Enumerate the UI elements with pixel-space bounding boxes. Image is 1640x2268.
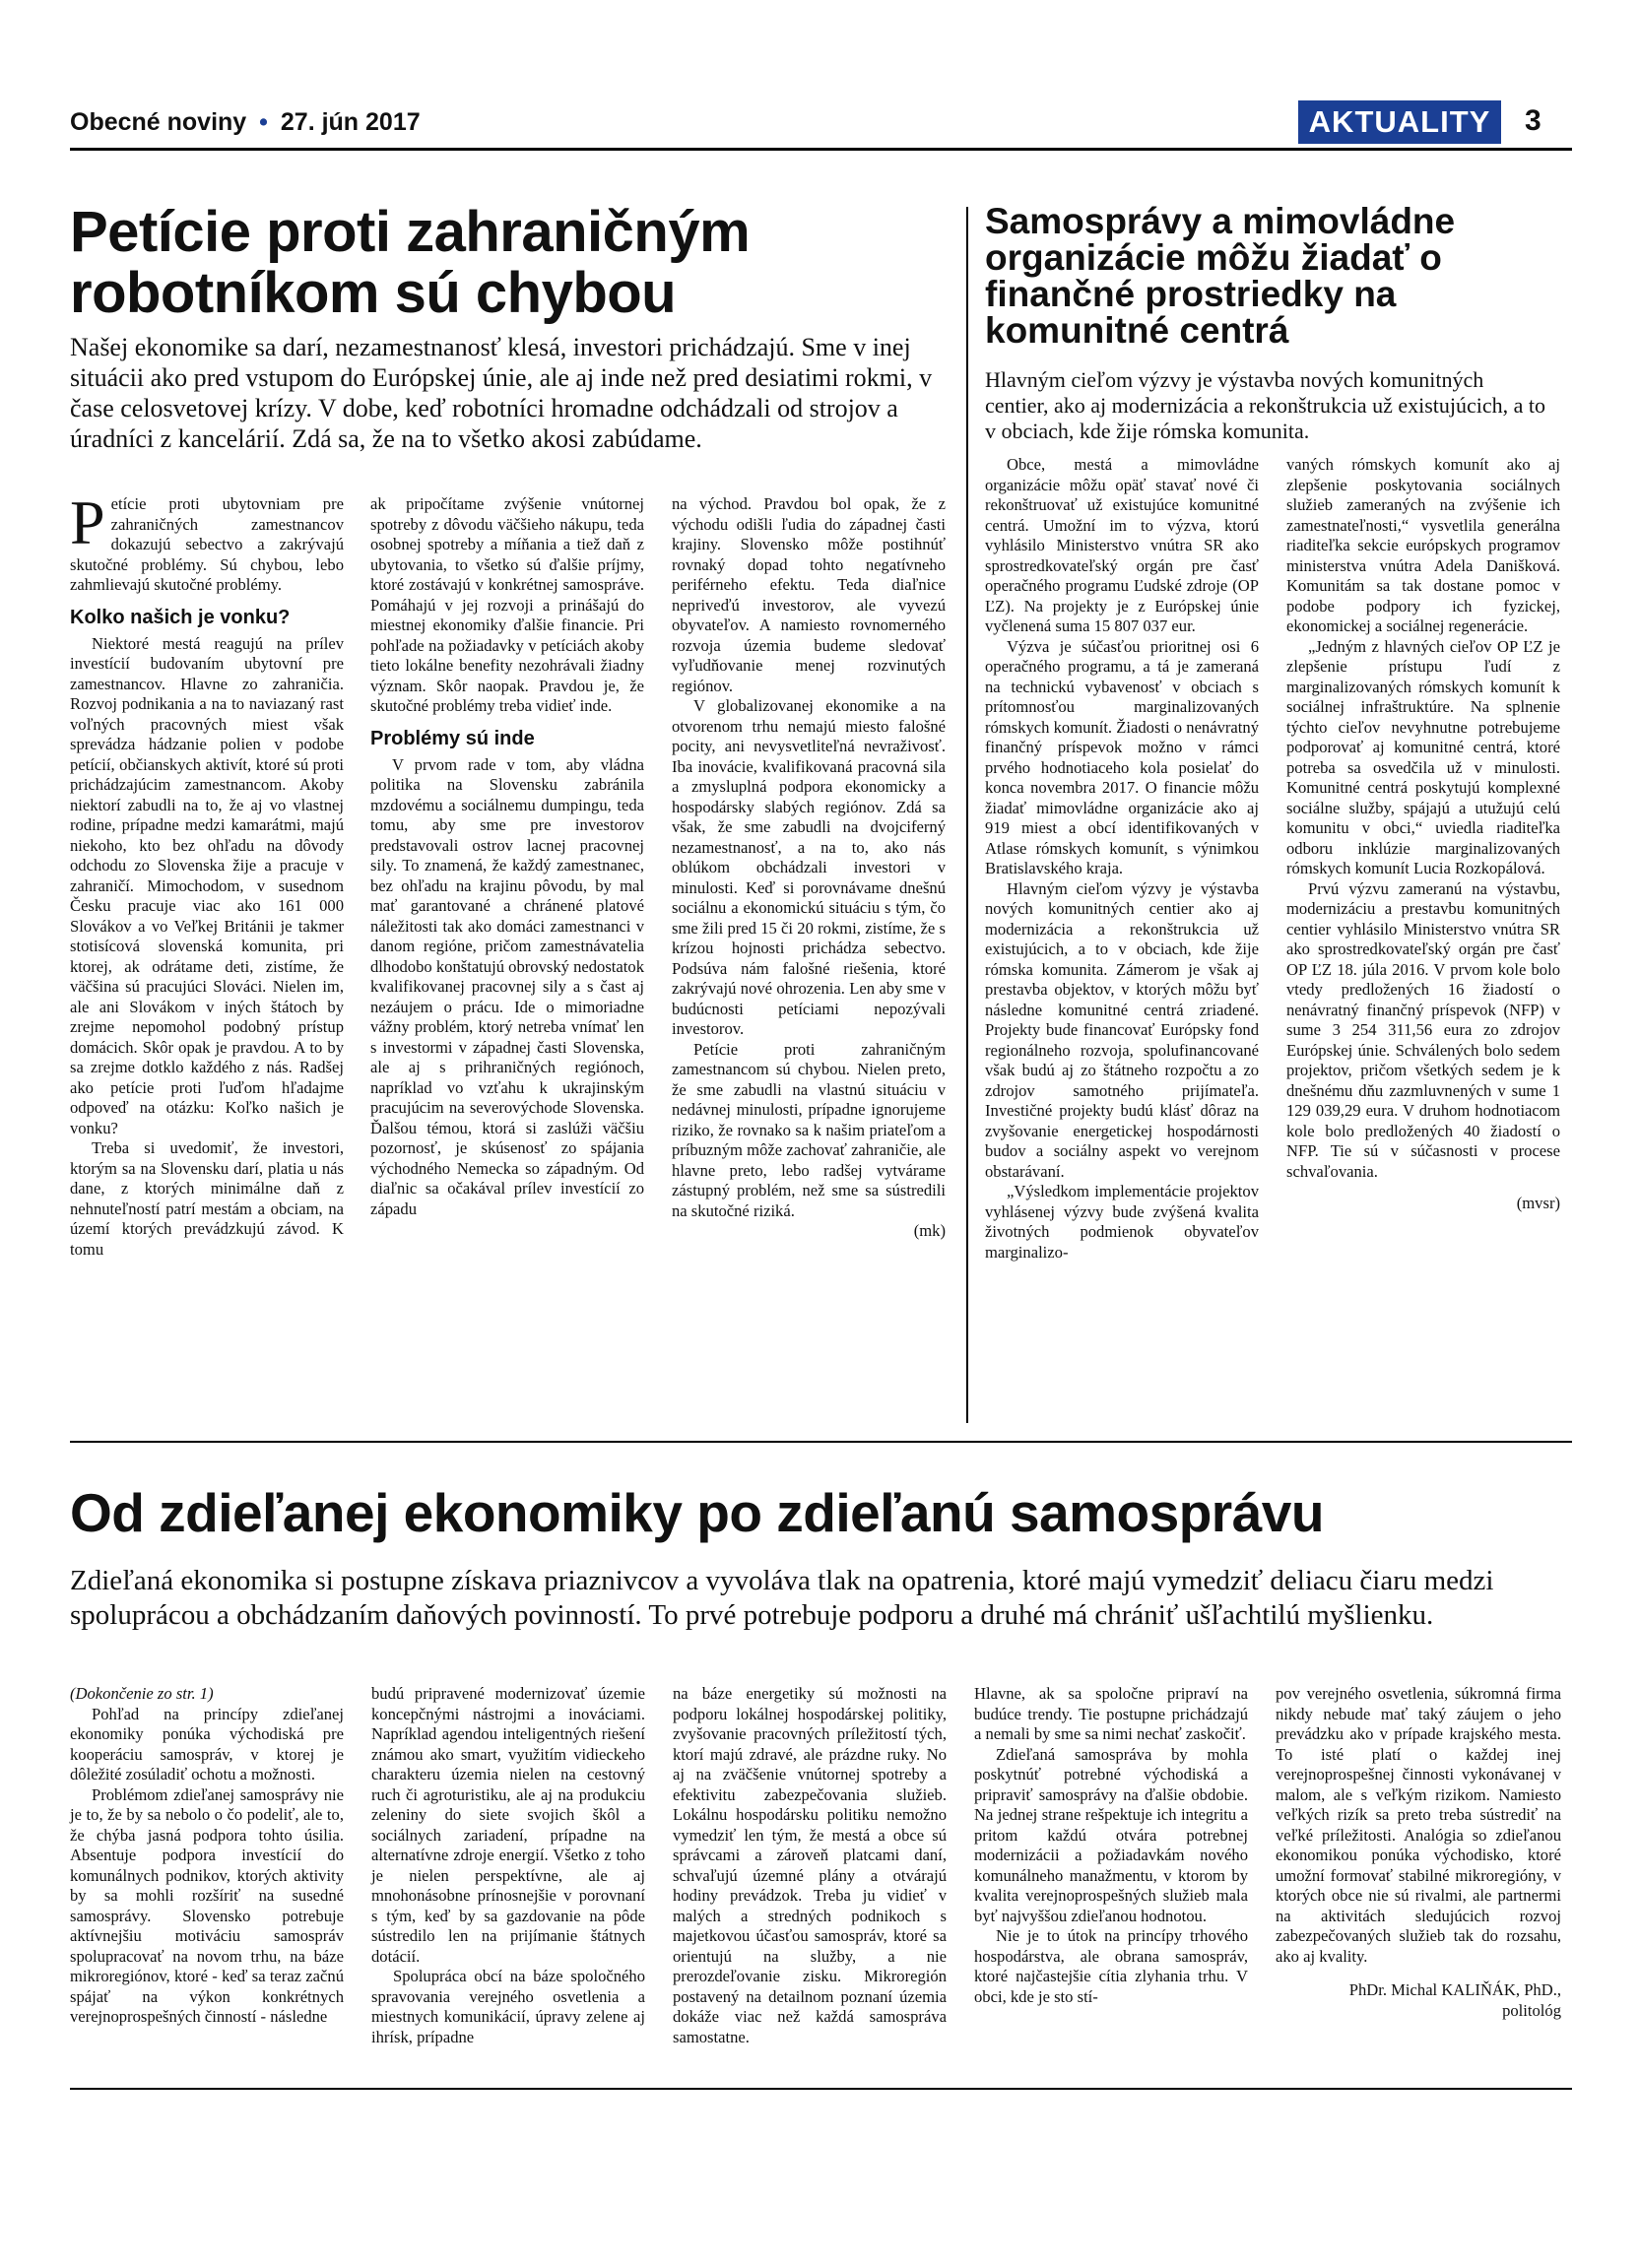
footer-rule [70, 2088, 1572, 2090]
article3-col2: budú pripravené modernizovať územie koncepčnými nástrojmi a inováciami. Napríklad agendou inteligentných riešení známou ako smart, využitím vidieckeho charakteru územia nielen na cestovný ruch či agroturistiku, ale aj na produkciu zeleniny do siete svojich škôl a sociálnych zariadení, prípadne na alternatívne zdroje energií. Všetko z toho je nielen perspektívne, ale aj mnohonásobne prínosnejšie v porovnaní s tým, keď by sa gazdovanie na pôde sústredilo len na prijímanie štátnych dotácií. Spolupráca obcí na báze spoločného spravovania verejného osvetlenia a miestnych komunikácií, úpravy zelene aj ihrísk, prípadne [371, 1684, 645, 2046]
author-name: PhDr. Michal KALIŇÁK, PhD., [1348, 1980, 1561, 1999]
header-rule [70, 148, 1572, 151]
article1-title: Petície proti zahraničným robotníkom sú chybou [70, 200, 751, 325]
article2-title: Samosprávy a mimovládne organizácie môžu žiadať o finančné prostriedky na komunitné centrá [985, 201, 1456, 351]
author-role: politológ [1502, 2000, 1561, 2020]
page-number: 3 [1525, 104, 1542, 137]
article2-col1: Obce, mestá a mimovládne organizácie môžu opäť stavať nové či rekonštruovať už existujúce komunitné centrá. Umožní im to výzva, ktorú vyhlásilo Ministerstvo vnútra SR ako sprostredkovateľský orgán pre časť operačného programu Ľudské zdroje (OP ĽZ). Na projekty je z Európskej únie vyčlenená suma 15 807 037 eur. Výzva je súčasťou prioritnej osi 6 operačného programu, a tá je zameraná na technickú vybavenosť v obciach s prítomnosťou marginalizovaných rómskych komunít. Žiadosti o nenávratný finančný príspevok možno v rámci prvého hodnotiaceho kola posielať do konca novembra 2017. O financie môžu žiadať mimovládne organizácie ako aj 919 miest a obcí identifikovaných v Atlase rómskych komunít, s výnimkou Bratislavského kraja. Hlavným cieľom výzvy je výstavba nových komunitných centier ako aj modernizácia a rekonštrukcia už existujúcich, a to v obciach, kde žije rómska komunita. Zámerom je však aj prestavba objektov, v ktorých môžu byť následne komunitné centrá zriadené. Projekty bude financovať Európsky fond regionálneho rozvoja, spolufinancované však budú aj zo štátneho rozpočtu a zo zdrojov samotného prijímateľa. Investičné projekty budú klásť dôraz na zvyšovanie energetickej hospodárnosti budov a sociálny aspekt vo verejnom obstarávaní. „Výsledkom implementácie projektov vyhlásenej výzvy bude zvýšená kvalita životných podmienok obyvateľov marginalizo- [985, 455, 1259, 1262]
article1-col3: na východ. Pravdou bol opak, že z východu odišli ľudia do západnej časti krajiny. Slovensko môže postihnúť rovnaký dopad tohto negatívneho periférneho efektu. Teda diaľnice nepriveďú investorov, ale vyvezú obyvateľov. A namiesto rovnomerného rozvoja územia budeme sledovať vyľudňovanie menej rozvinutých regiónov. V globalizovanej ekonomike a na otvorenom trhu nemajú miesto falošné pocity, ani nevysvetliteľná nevraživosť. Iba inovácie, kvalifikovaná pracovná sila a zmysluplná podpora ekonomicky a hospodársky slabých regiónov. Zdá sa však, že sme zabudli na dvojciferný nezamestnanosť, a na to, ako nás oblúkom obchádzali investori v minulosti. Keď si porovnávame dnešnú sociálnu a ekonomickú situáciu s tým, čo sme žili pred 15 či 20 rokmi, zistíme, že s krízou hojnosti prichádza sebectvo. Podsúva nám falošné riešenia, ktoré zakrývajú nové ohrozenia. Len aby sme v budúcnosti petíciami nepozývali investorov. Petície proti zahraničným zamestnancom sú chybou. Nielen preto, že sme zabudli na vlastnú situáciu v nedávnej minulosti, prípadne ignorujeme riziko, že rovnako sa k našim priateľom a príbuzným môže zachovať zahraničie, ale hlavne preto, lebo radšej vytvárame zástupný problém, než sme sa sústredili na skutočné riziká. (mk) [672, 494, 946, 1240]
article3-col4: Hlavne, ak sa spoločne pripraví na budúce trendy. Tie postupne prichádzajú a nemali by sme sa nimi nechať zaskočiť. Zdieľaná samospráva by mohla poskytnúť potrebné východiská a pripraviť samosprávy na ďalšie obdobie. Na jednej strane rešpektuje ich integritu a pritom každú otvára potrebnej modernizácii a požiadavkám nového komunálneho manažmentu, v ktorom by kvalita verejnoprospešných služieb mala byť najvyššou zdieľanou hodnotou. Nie je to útok na princípy trhového hospodárstva, ale obrana samospráv, ktoré najčastejšie cítia zlyhania trhu. V obci, kde je sto stí- [974, 1684, 1248, 2006]
section-rule [70, 1441, 1572, 1443]
masthead [70, 108, 421, 137]
article2-col2: vaných rómskych komunít ako aj zlepšenie poskytovania sociálnych služieb zameraných na zvýšenie ich zamestnateľnosti,“ vysvetlila generálna riaditeľka sekcie európskych programov ministerstva vnútra Adela Danišková. Komunitám sa tak dostane pomoc v podobe podpory ich fyzickej, ekonomickej a sociálnej regenerácie. „Jedným z hlavných cieľov OP ĽZ je zlepšenie prístupu ľudí z marginalizovaných rómskych komunít k sociálnej infraštruktúre. Na splnenie týchto cieľov nevyhnutne potrebujeme podporovať aj komunitné centrá, ktoré potreba sa osvedčila už v minulosti. Komunitné centrá poskytujú komplexné sociálne služby, spájajú a utužujú celú komunitu v obci,“ uviedla riaditeľka odboru inklúzie marginalizovaných rómskych komunít Lucia Rozkopálová. Prvú výzvu zameranú na výstavbu, modernizáciu a prestavbu komunitných centier vyhlásilo Ministerstvo vnútra SR ako sprostredkovateľský orgán pre časť OP ĽZ 18. júla 2016. V prvom kole bolo vtedy predložených 16 žiadostí o nenávratný finančný príspevok (NFP) v sume 3 254 311,56 eura zo zdrojov Európskej únie. Schválených bolo sedem projektov, pričom všetkých sedem je k dnešnému dňu zazmluvnených v sume 1 129 039,29 eura. V druhom hodnotiacom kole bolo predložených 40 žiadostí o NFP. Tie sú v súčasnosti v procese schvaľovania. (mvsr) [1286, 455, 1560, 1212]
paper-name: Obecné noviny [70, 108, 247, 136]
section-badge: AKTUALITY [1298, 100, 1501, 144]
signature: (mvsr) [1516, 1194, 1560, 1212]
article3-col3: na báze energetiky sú možnosti na podporu lokálnej hospodárskej politiky, zvyšovanie pracovných príležitostí tých, ktorí majú zdravé, ale prázdne ruky. No aj na zväčšenie vnútornej spotreby a efektivitu zabezpečovania služieb. Lokálnu hospodársku politiku nemožno vymedziť len tým, že mestá a obce sú správcami a zároveň platcami daní, schvaľujú územné plány a otvárajú hodiny prevádzok. Treba ju vidieť v malých a stredných podnikoch s majetkovou účasťou samospráv, ktoré sa orientujú na služby, a nie prerozdeľovanie zisku. Mikroregión postavený na detailnom poznaní územia dokáže viac než každá samospráva samostatne. [673, 1684, 947, 2046]
continuation-note: (Dokončenie zo str. 1) [70, 1684, 214, 1703]
article2-lead: Hlavným cieľom výzvy je výstavba nových komunitných centier, ako aj modernizácia a rekonštrukcia už existujúcich, a to v obciach, kde žije rómska komunita. [985, 367, 1546, 443]
article3-col5: pov verejného osvetlenia, súkromná firma nikdy nebude mať taký záujem o jeho prevádzku ako v prípade krajského mesta. To isté platí o každej inej verejnoprospešnej činnosti vykonávanej v malom, ale s veľkým rizikom. Namiesto veľkých rizík sa preto treba sústrediť na veľké príležitosti. Analógia so zdieľanou ekonomikou ponúka východisko, ktoré umožní formovať stabilné mikroregióny, v ktorých obce nie sú rivalmi, ale partnermi na aktivitách sledujúcich rozvoj zabezpečovaných služieb tak do rozsahu, ako aj kvality. PhDr. Michal KALIŇÁK, PhD., politológ [1276, 1684, 1561, 2020]
issue-date: 27. jún 2017 [280, 108, 421, 136]
article1-col2: ak pripočítame zvýšenie vnútornej spotreby z dôvodu väčšieho nákupu, teda osobnej spotreby a míňania a tiež daň z ubytovania, to všetko sú ďalšie príjmy, ktoré zostávajú v konkrétnej samospráve. Pomáhajú v jej rozvoji a prinášajú do miestnej ekonomiky ďalšie financie. Pri pohľade na požiadavky v petíciách akoby tieto lokálne benefity nezohrávali žiadny význam. Skôr naopak. Pravdou je, že skutočné problémy treba vidieť inde. Problémy sú inde V prvom rade v tom, aby vládna politika na Slovensku zabránila mzdovému a sociálnemu dumpingu, teda tomu, aby sme pre investorov predstavovali ostrov lacnej pracovnej sily. To znamená, že každý zamestnanec, bez ohľadu na krajinu pôvodu, by mal mať garantované a chránené platové náležitosti tak ako domáci zamestnanci v danom regióne, pričom zamestnávatelia dlhodobo konštatujú obrovský nedostatok kvalifikovanej pracovnej sily a s čast aj nezáujem o prácu. Ide o mimoriadne vážny problém, ktorý netreba vnímať len s investormi v západnej časti Slovenska, ale aj s prihraničných regiónoch, napríklad vo vzťahu k ukrajinským pracujúcim na severovýchode Slovenska. Ďalšou témou, ktorá si zaslúži väčšiu pozornosť, je skúsenosť zo spájania východného Nemecka so západným. Od diaľnic sa očakával prílev investícií zo západu [370, 494, 644, 1218]
subhead: Kolko našich je vonku? [70, 606, 291, 628]
column-divider [966, 207, 968, 1423]
dropcap: P [70, 487, 105, 557]
article1-lead: Našej ekonomike sa darí, nezamestnanosť klesá, investori prichádzajú. Sme v inej situácii ako pred vstupom do Európskej únie, ale aj inde než pred desiatimi rokmi, v čase celosvetovej krízy. V dobe, keď robotníci hromadne odchádzali od strojov a úradníci z kancelárií. Zdá sa, že na to všetko akosi zabúdame. [70, 333, 933, 453]
signature: (mk) [913, 1221, 946, 1240]
article3-title: Od zdieľanej ekonomiky po zdieľanú samosprávu [70, 1482, 1324, 1543]
article3-col1: (Dokončenie zo str. 1) Pohľad na princípy zdieľanej ekonomiky ponúka východiská pre kooperáciu samospráv, v ktorej je dôležité zosúladiť ochotu a možnosti. Problémom zdieľanej samosprávy nie je to, že by sa nebolo o čo podeliť, ale to, že chýba jasná podpora tohto úsilia. Absentuje podpora investícií do komunálnych podnikov, ktorých aktivity by sa mohli rozšíriť na susedné samosprávy. Slovensko potrebuje aktívnejšiu motiváciu samospráv spolupracovať na novom trhu, na báze mikroregiónov, ktoré - keď sa teraz začnú spájať na výkon konkrétnych verejnoprospešných činností - následne [70, 1684, 344, 2026]
article1-col1: Petície proti ubytovniam pre zahraničných zamestnancov dokazujú sebectvo a zakrývajú skutočné problémy. Sú chybou, lebo zahmlievajú skutočné problémy. Kolko našich je vonku? Niektoré mestá reagujú na prílev investícií budovaním ubytovní pre zamestnancov. Hlavne zo zahraničia. Rozvoj podnikania a na to naviazaný rast voľných pracovných miest však sprevádza hádzanie polien v podobe petícií, občianskych aktivít, ktoré sú proti prichádzajúcim zamestnancom. Akoby niektorí zabudli na to, že aj vo vlastnej rodine, prípadne medzi kamarátmi, majú niekoho, kto bez ohľadu na dôvody odchodu zo Slovenska žije a pracuje v zahraničí. Mimochodom, v susednom Česku pracuje viac ako 161 000 Slovákov a vo Veľkej Británii je takmer stotisícová slovenská komunita, pri ktorej, ak odrátame deti, zistíme, že väčšina sú pracujúci Slováci. Nielen im, ale ani Slovákom v iných štátoch by zrejme nepomohol podobný prístup domácich. Skôr opak je pravdou. A to by sa zrejme dotklo každého z nás. Radšej ako petície proti ľuďom hľadajme odpoveď na otázku: Koľko našich je vonku? Treba si uvedomiť, že investori, ktorým sa na Slovensku darí, platia u nás dane, z ktorých minimálne daň z nehnuteľností patrí mestám a obciam, na území ktorých prevádzkujú závod. K tomu [70, 487, 344, 1259]
article3-lead: Zdieľaná ekonomika si postupne získava priaznivcov a vyvoláva tlak na opatrenia, ktoré majú vymedziť deliacu čiaru medzi spoluprácou a obchádzaním daňových povinností. To prvé potrebuje podporu a druhé má chrániť ušľachtilú myšlienku. [70, 1565, 1494, 1631]
subhead: Problémy sú inde [370, 727, 535, 749]
bullet: • [259, 108, 268, 136]
